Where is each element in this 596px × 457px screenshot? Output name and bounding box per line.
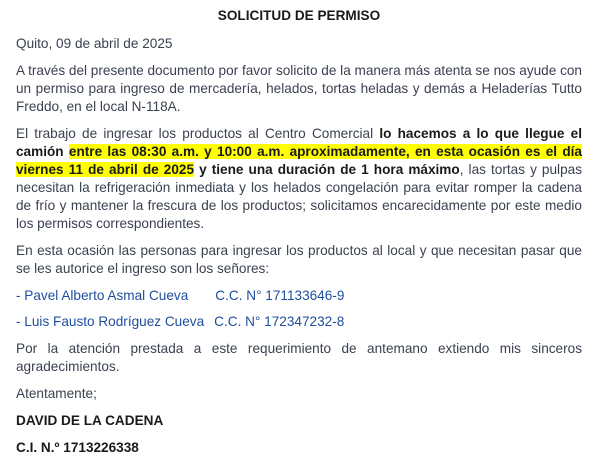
person-line-1 [16,287,582,305]
work-bold-start: lo hacemos a lo que llegue el camión [16,126,582,159]
person-id: C.C. N° 172347232-8 [214,314,345,329]
letter-page [16,0,582,457]
document-title: SOLICITUD DE PERMISO [217,8,381,23]
intro-paragraph: A través del presente documento por favor solicito de la manera más atenta se nos ayude con un permiso para ingreso de mercadería, helados, tortas heladas y demás a Heladerías Tutto Freddo, en el local N-118A. [16,63,582,114]
signer-id: C.I. N.º 1713226338 [16,440,139,455]
work-highlighted-schedule: entre las 08:30 a.m. y 10:00 a.m. aproximadamente, en esta ocasión es el día viernes 11 de abril de 2025 [16,144,582,177]
work-rest-text: , las tortas y pulpas necesitan la refrigeración inmediata y los helados congelación para evitar romper la cadena de frío y mantener la frescura de los productos; solicitamos encarecidamente por este medio los permisos correspondientes. [16,162,582,231]
person-id: C.C. N° 171133646-9 [215,288,345,303]
closing-line: Atentamente; [16,386,97,401]
person-name: - Pavel Alberto Asmal Cueva [16,288,189,303]
signer-name: DAVID DE LA CADENA [16,413,164,428]
work-lead-text: El trabajo de ingresar los productos al Centro Comercial [16,126,380,141]
people-intro-paragraph: En esta ocasión las personas para ingresar los productos al local y que necesitan pasar que se les autorice el ingreso son los señores: [16,243,582,276]
person-line-2 [16,313,582,331]
date-line: Quito, 09 de abril de 2025 [16,36,173,51]
work-paragraph [16,125,582,233]
thanks-paragraph: Por la atención prestada a este requerimiento de antemano extiendo mis sinceros agradecimientos. [16,341,582,374]
person-name: - Luis Fausto Rodríguez Cueva [16,314,205,329]
work-bold-end: y tiene una duración de 1 hora máximo [194,162,460,177]
